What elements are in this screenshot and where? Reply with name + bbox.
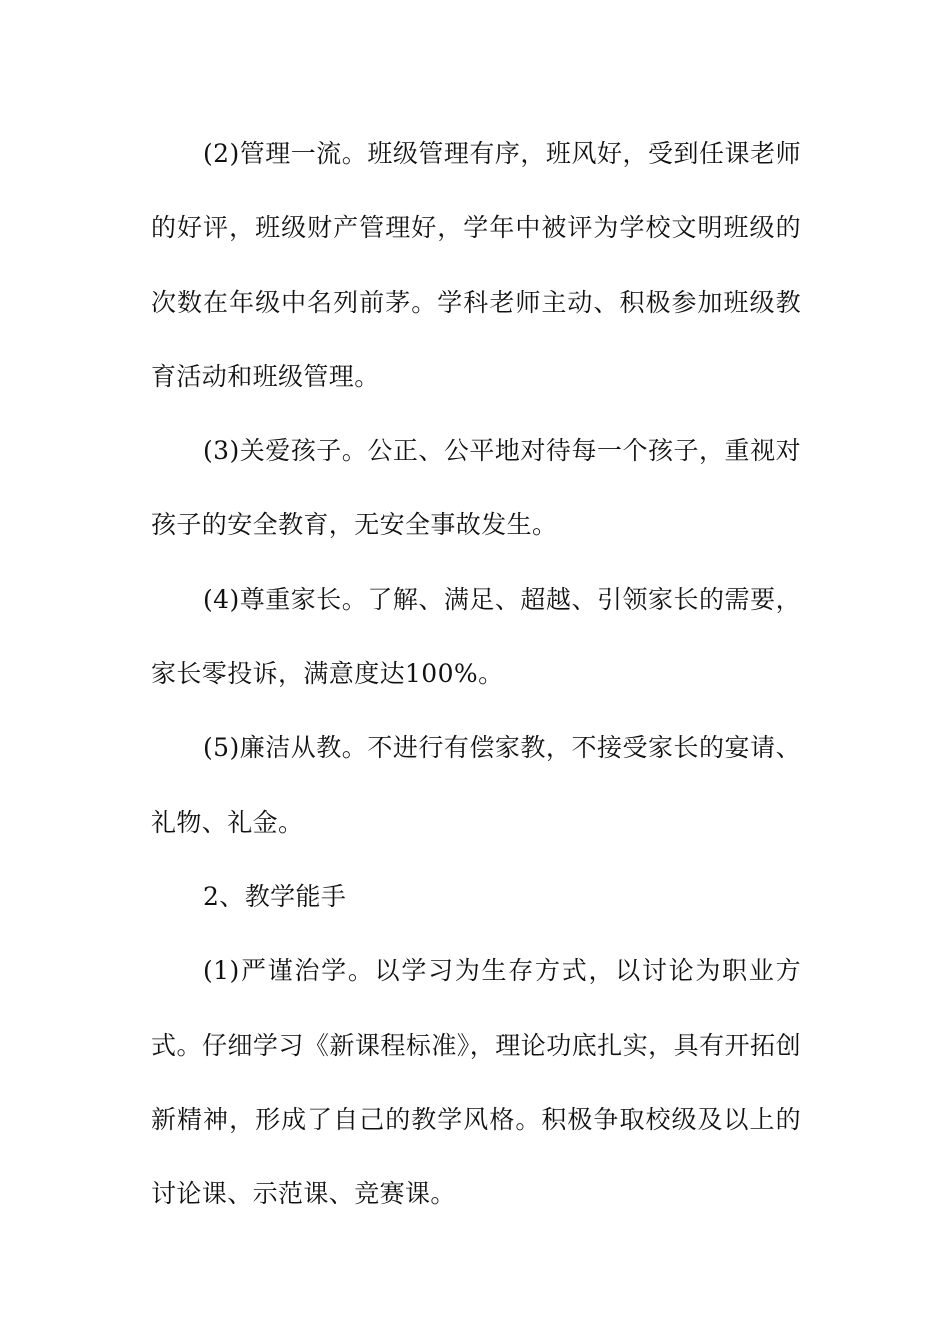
paragraph-care-children: (3)关爱孩子。公正、公平地对待每一个孩子，重视对孩子的安全教育，无安全事故发生。 <box>151 436 801 540</box>
paragraph-rigorous-study: (1)严谨治学。以学习为生存方式，以讨论为职业方式。仔细学习《新课程标准》，理论功底扎实，具有开拓创新精神，形成了自己的教学风格。积极争取校级及以上的讨论课、示范课、竞赛课。 <box>151 956 801 1209</box>
section-heading-teaching-expert: 2、教学能手 <box>203 881 347 911</box>
document-body <box>0 117 801 1231</box>
paragraph-integrity: (5)廉洁从教。不进行有偿家教，不接受家长的宴请、礼物、礼金。 <box>151 733 801 837</box>
paragraph-management: (2)管理一流。班级管理有序，班风好，受到任课老师的好评，班级财产管理好，学年中被评为学校文明班级的次数在年级中名列前茅。学科老师主动、积极参加班级教育活动和班级管理。 <box>151 139 801 391</box>
paragraph-respect-parents: (4)尊重家长。了解、满足、超越、引领家长的需要，家长零投诉，满意度达100%。 <box>151 584 801 689</box>
